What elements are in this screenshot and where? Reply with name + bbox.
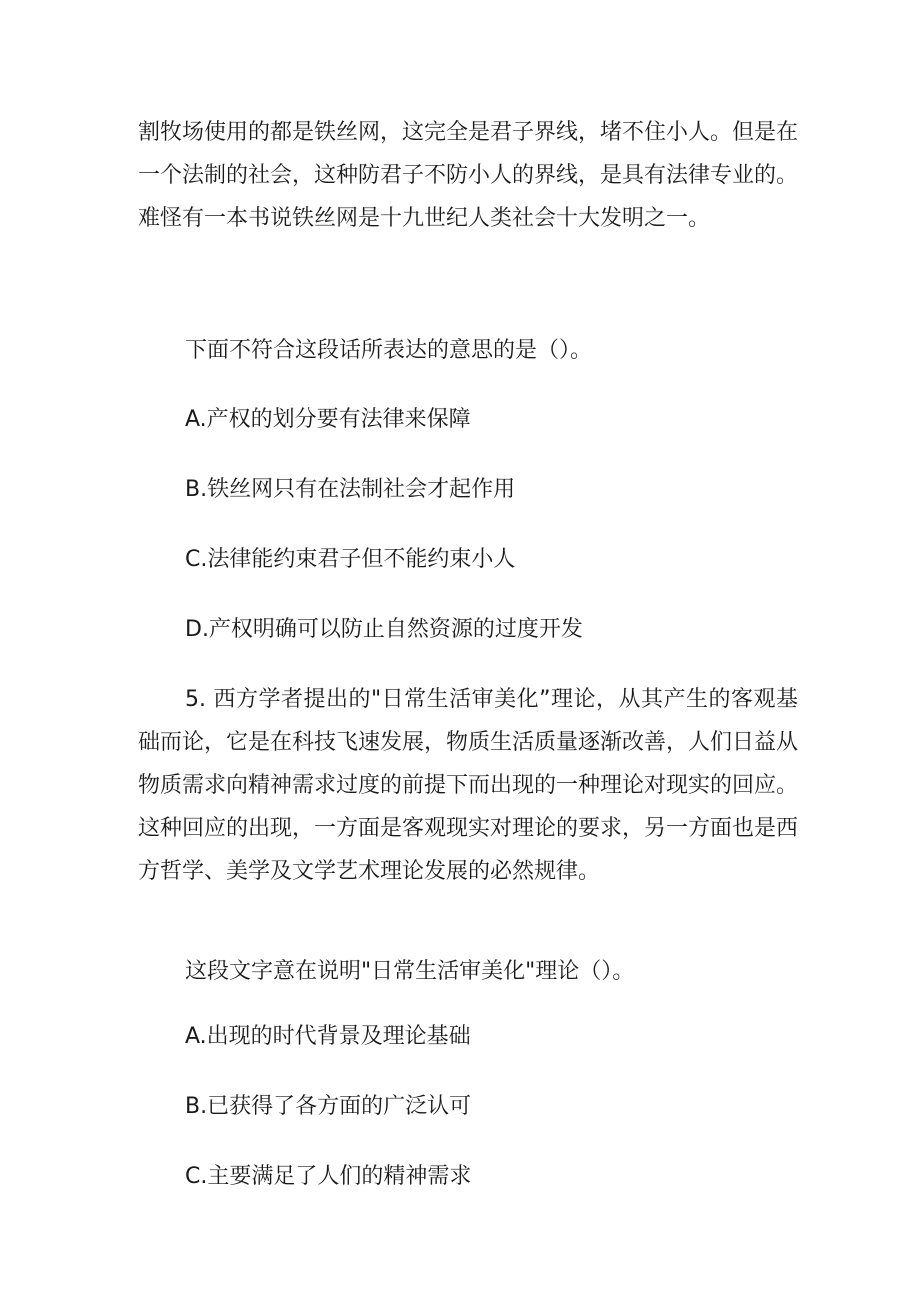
passage-paragraph: 割牧场使用的都是铁丝网，这完全是君子界线，堵不住小人。但是在一个法制的社会，这种防君子不防小人的界线，是具有法律专业的。难怪有一本书说铁丝网是十九世纪人类社会十大发明之一。 bbox=[138, 120, 799, 231]
option-d: D.产权明确可以防止自然资源的过度开发 bbox=[185, 617, 583, 642]
question-stem: 这段文字意在说明"日常生活审美化"理论（）。 bbox=[185, 959, 635, 984]
question-stem: 下面不符合这段话所表达的意思的是（）。 bbox=[185, 338, 593, 363]
option-b: B.已获得了各方面的广泛认可 bbox=[185, 1094, 472, 1119]
option-a: A.出现的时代背景及理论基础 bbox=[185, 1024, 471, 1049]
option-a: A.产权的划分要有法律来保障 bbox=[185, 407, 471, 432]
option-c: C.主要满足了人们的精神需求 bbox=[185, 1164, 472, 1189]
option-b: B.铁丝网只有在法制社会才起作用 bbox=[185, 477, 516, 502]
question-passage: 5. 西方学者提出的"日常生活审美化”理论，从其产生的客观基础而论，它是在科技飞速发展，物质生活质量逐渐改善，人们日益从物质需求向精神需求过度的前提下而出现的一种理论对现实的回应。这种回应的出现，一方面是客观现实对理论的要求，另一方面也是西方哲学、美学及文学艺术理论发展的必然规律。 bbox=[138, 687, 799, 884]
option-c: C.法律能约束君子但不能约束小人 bbox=[185, 547, 516, 572]
